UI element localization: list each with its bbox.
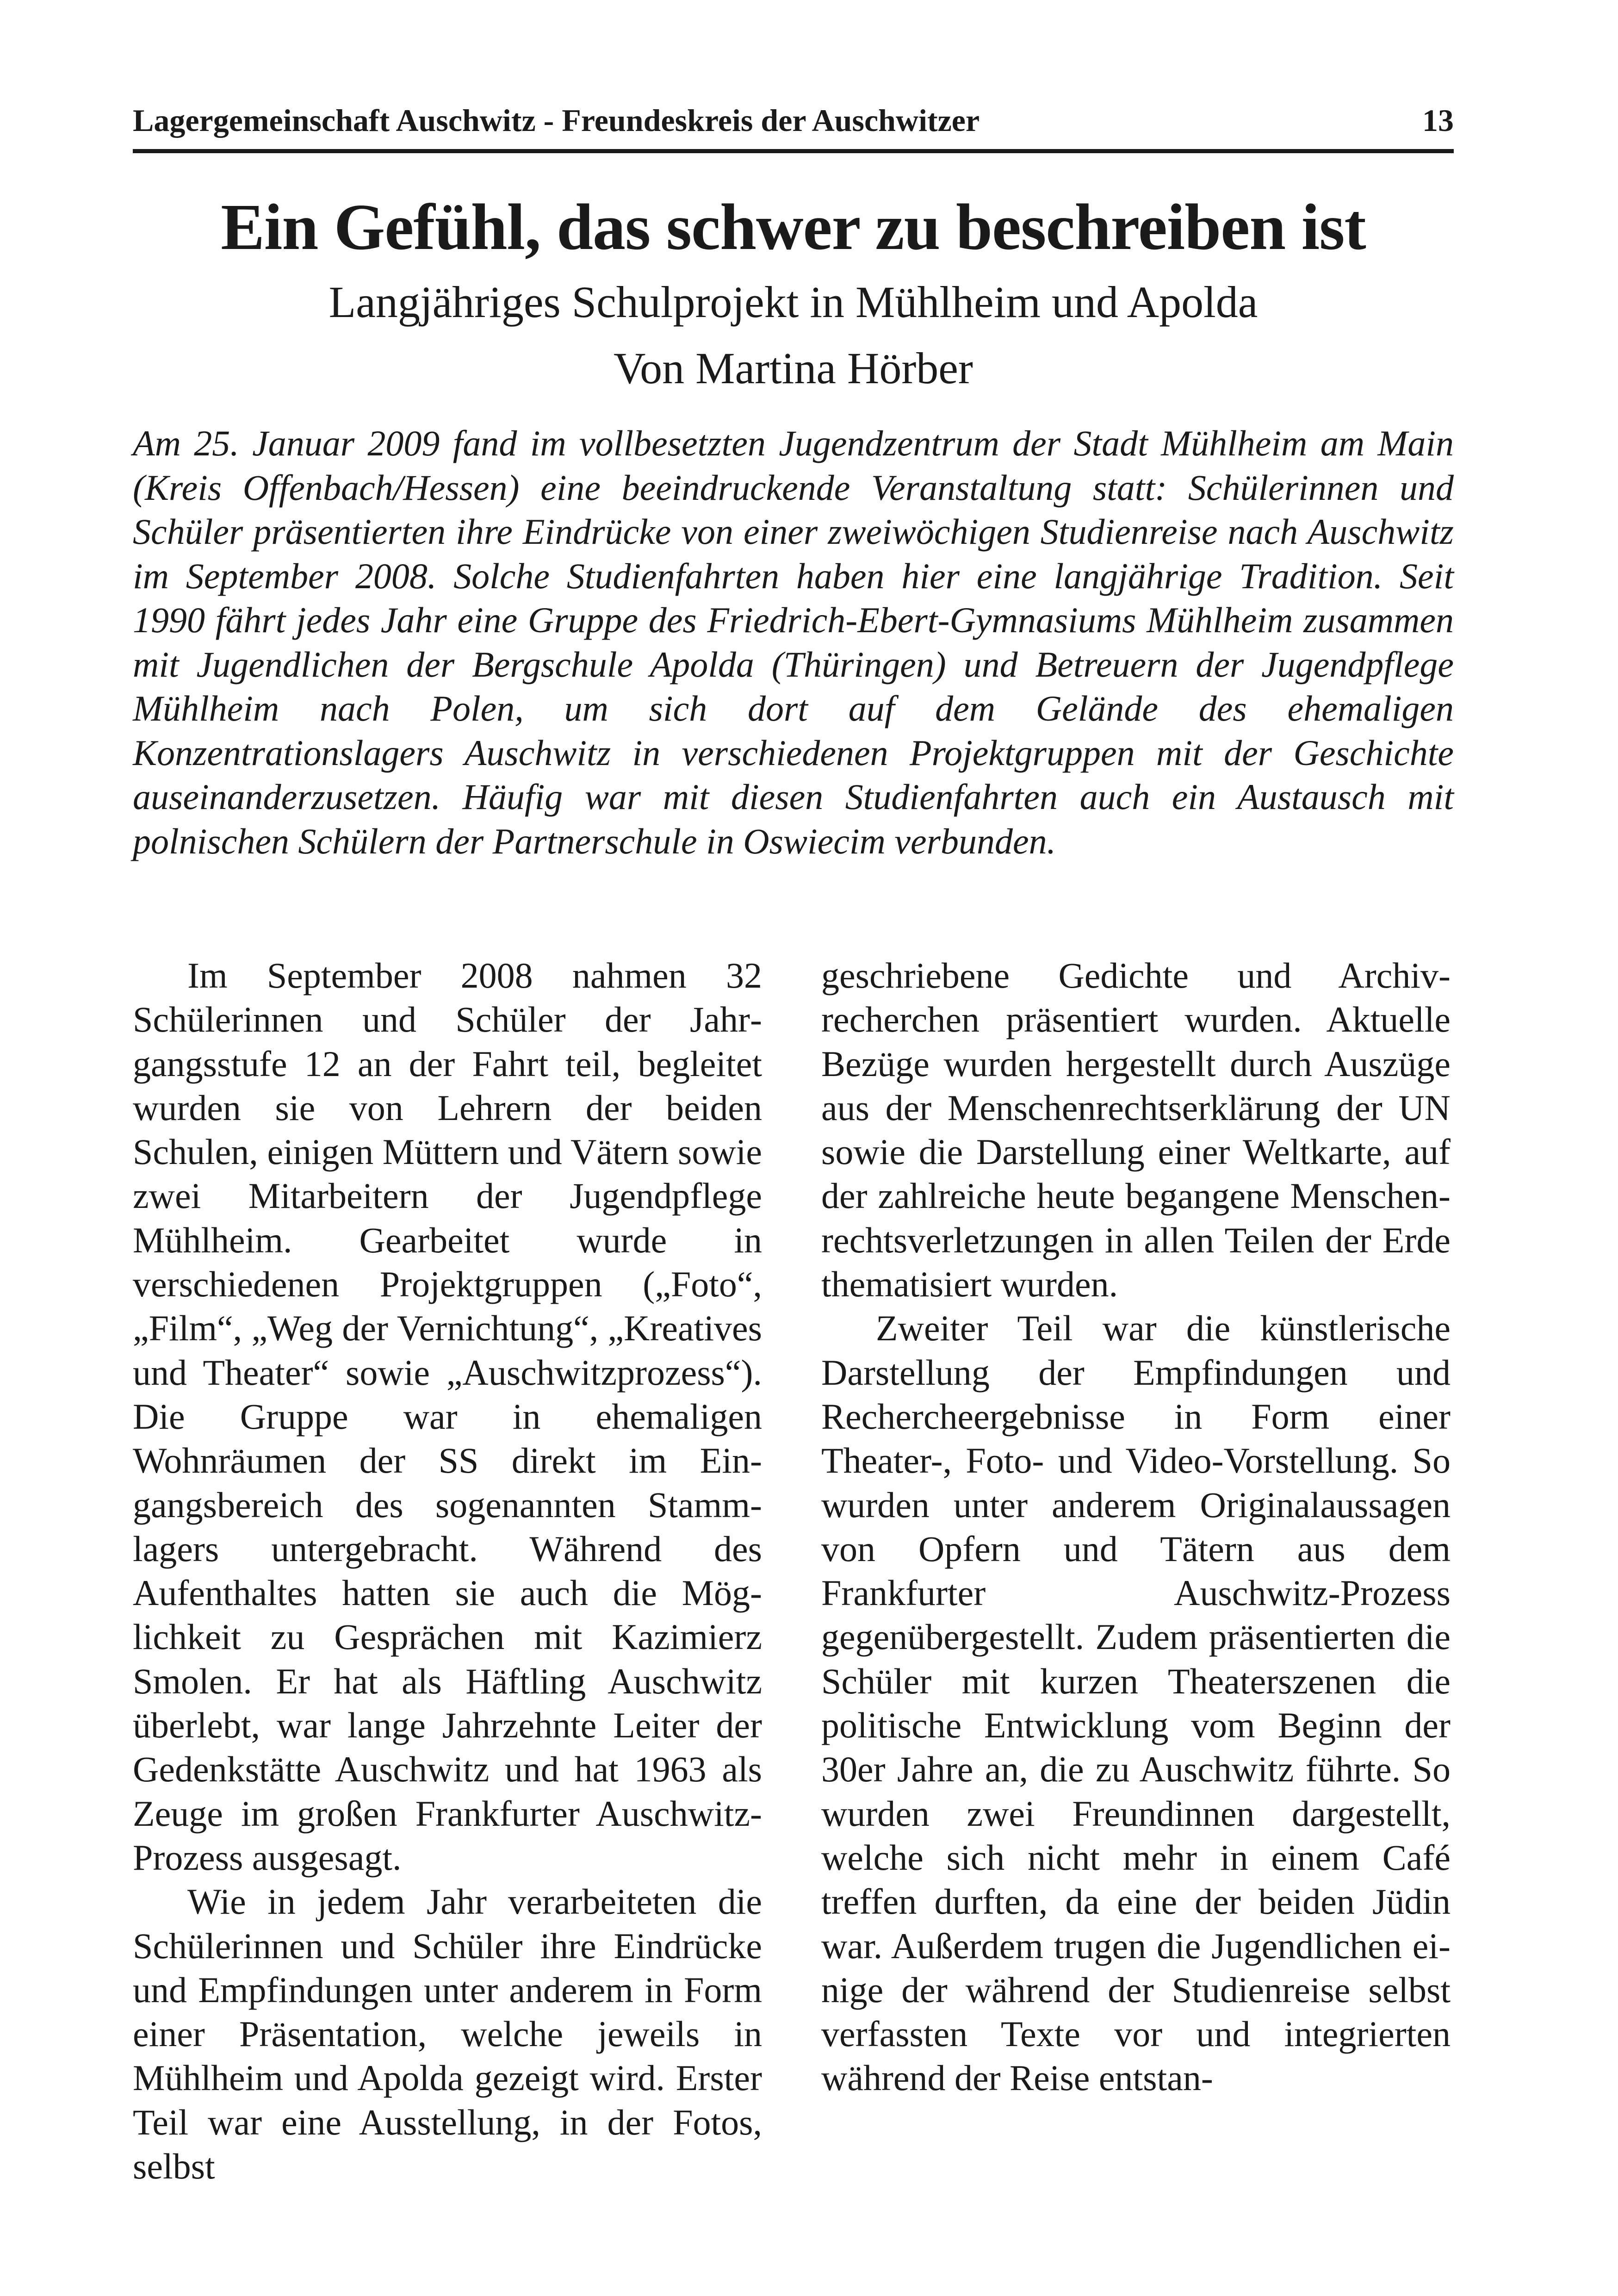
- page-number: 13: [1422, 103, 1454, 138]
- article-title: Ein Gefühl, das schwer zu beschreiben ist: [221, 190, 1366, 263]
- right-column: [821, 953, 1451, 2100]
- header-rule: [133, 149, 1454, 153]
- article-subtitle: Langjähriges Schulprojekt in Mühlheim und Apolda: [329, 277, 1258, 327]
- lead-paragraph: Am 25. Januar 2009 fand im vollbesetzten Jugendzentrum der Stadt Mühlheim am Main (Kreis Offenbach/Hessen) eine beeindruckende Veranstaltung statt: Schülerinnen und Schüler präsentierten ihre Eindrücke von einer zweiwöchigen Studienreise nach Auschwitz im September 2008. Solche Studienfahrten haben hier eine langjährige Tradition. Seit 1990 fährt jedes Jahr eine Gruppe des Friedrich-Ebert-Gymnasiums Mühlheim zusammen mit Jugendlichen der Bergschule Apolda (Thüringen) und Betreuern der Jugendpflege Mühlheim nach Polen, um sich dort auf dem Gelände des ehemaligen Konzentrationslagers Auschwitz in verschiedenen Projektgruppen mit der Geschichte auseinanderzusetzen. Häufig war mit diesen Studienfahrten auch ein Austausch mit polnischen Schülern der Partnerschule in Oswiecim verbunden.: [133, 423, 1454, 861]
- left-column: [133, 953, 762, 2188]
- body-paragraph: Wie in jedem Jahr verarbeiteten die Schülerinnen und Schüler ihre Eindrücke und Empfindungen unter anderem in Form einer Präsentation, welche jeweils in Mühlheim und Apolda gezeigt wird. Erster Teil war eine Ausstellung, in der Fotos, selbst: [133, 1881, 762, 2187]
- running-title: Lagergemeinschaft Auschwitz - Freundeskreis der Auschwitzer: [133, 103, 980, 138]
- page-header: [133, 100, 1454, 141]
- article-byline: Von Martina Hörber: [614, 343, 973, 393]
- body-paragraph: Zweiter Teil war die künstlerische Darstellung der Empfindungen und Rechercheergebnisse in Form einer Theater-, Foto- und Video-Vorstellung. So wurden unter anderem Originalaussagen von Opfern und Tätern aus dem Frankfurter Auschwitz-Prozess gegenübergestellt. Zudem präsentierten die Schüler mit kurzen Theaterszenen die politische Entwicklung vom Beginn der 30er Jahre an, die zu Auschwitz führte. So wurden zwei Freundinnen dargestellt, welche sich nicht mehr in einem Café treffen durften, da eine der beiden Jüdin war. Außerdem trugen die Jugendlichen einige der während der Studienreise selbst verfassten Texte vor und integrierten während der Reise entstan-: [821, 1308, 1451, 2098]
- body-paragraph: geschriebene Gedichte und Archivrecherchen präsentiert wurden. Aktuelle Bezüge wurden hergestellt durch Auszüge aus der Menschenrechtserklärung der UN sowie die Darstellung einer Weltkarte, auf der zahlreiche heute begangene Menschenrechtsverletzungen in allen Teilen der Erde thematisiert wurden.: [821, 955, 1451, 1305]
- body-paragraph: Im September 2008 nahmen 32 Schülerinnen und Schüler der Jahrgangsstufe 12 an der Fahrt teil, begleitet wurden sie von Lehrern der beiden Schulen, einigen Müttern und Vätern sowie zwei Mitarbeitern der Jugendpflege Mühlheim. Gearbeitet wurde in verschiedenen Projektgruppen („Foto“, „Film“, „Weg der Vernichtung“, „Kreatives und Theater“ sowie „Auschwitzprozess“). Die Gruppe war in ehemaligen Wohnräumen der SS direkt im Eingangsbereich des sogenannten Stammlagers untergebracht. Während des Aufenthaltes hatten sie auch die Möglichkeit zu Gesprächen mit Kazimierz Smolen. Er hat als Häftling Auschwitz überlebt, war lange Jahrzehnte Leiter der Gedenkstätte Auschwitz und hat 1963 als Zeuge im großen Frankfurter Auschwitz-Prozess ausgesagt.: [133, 955, 762, 1878]
